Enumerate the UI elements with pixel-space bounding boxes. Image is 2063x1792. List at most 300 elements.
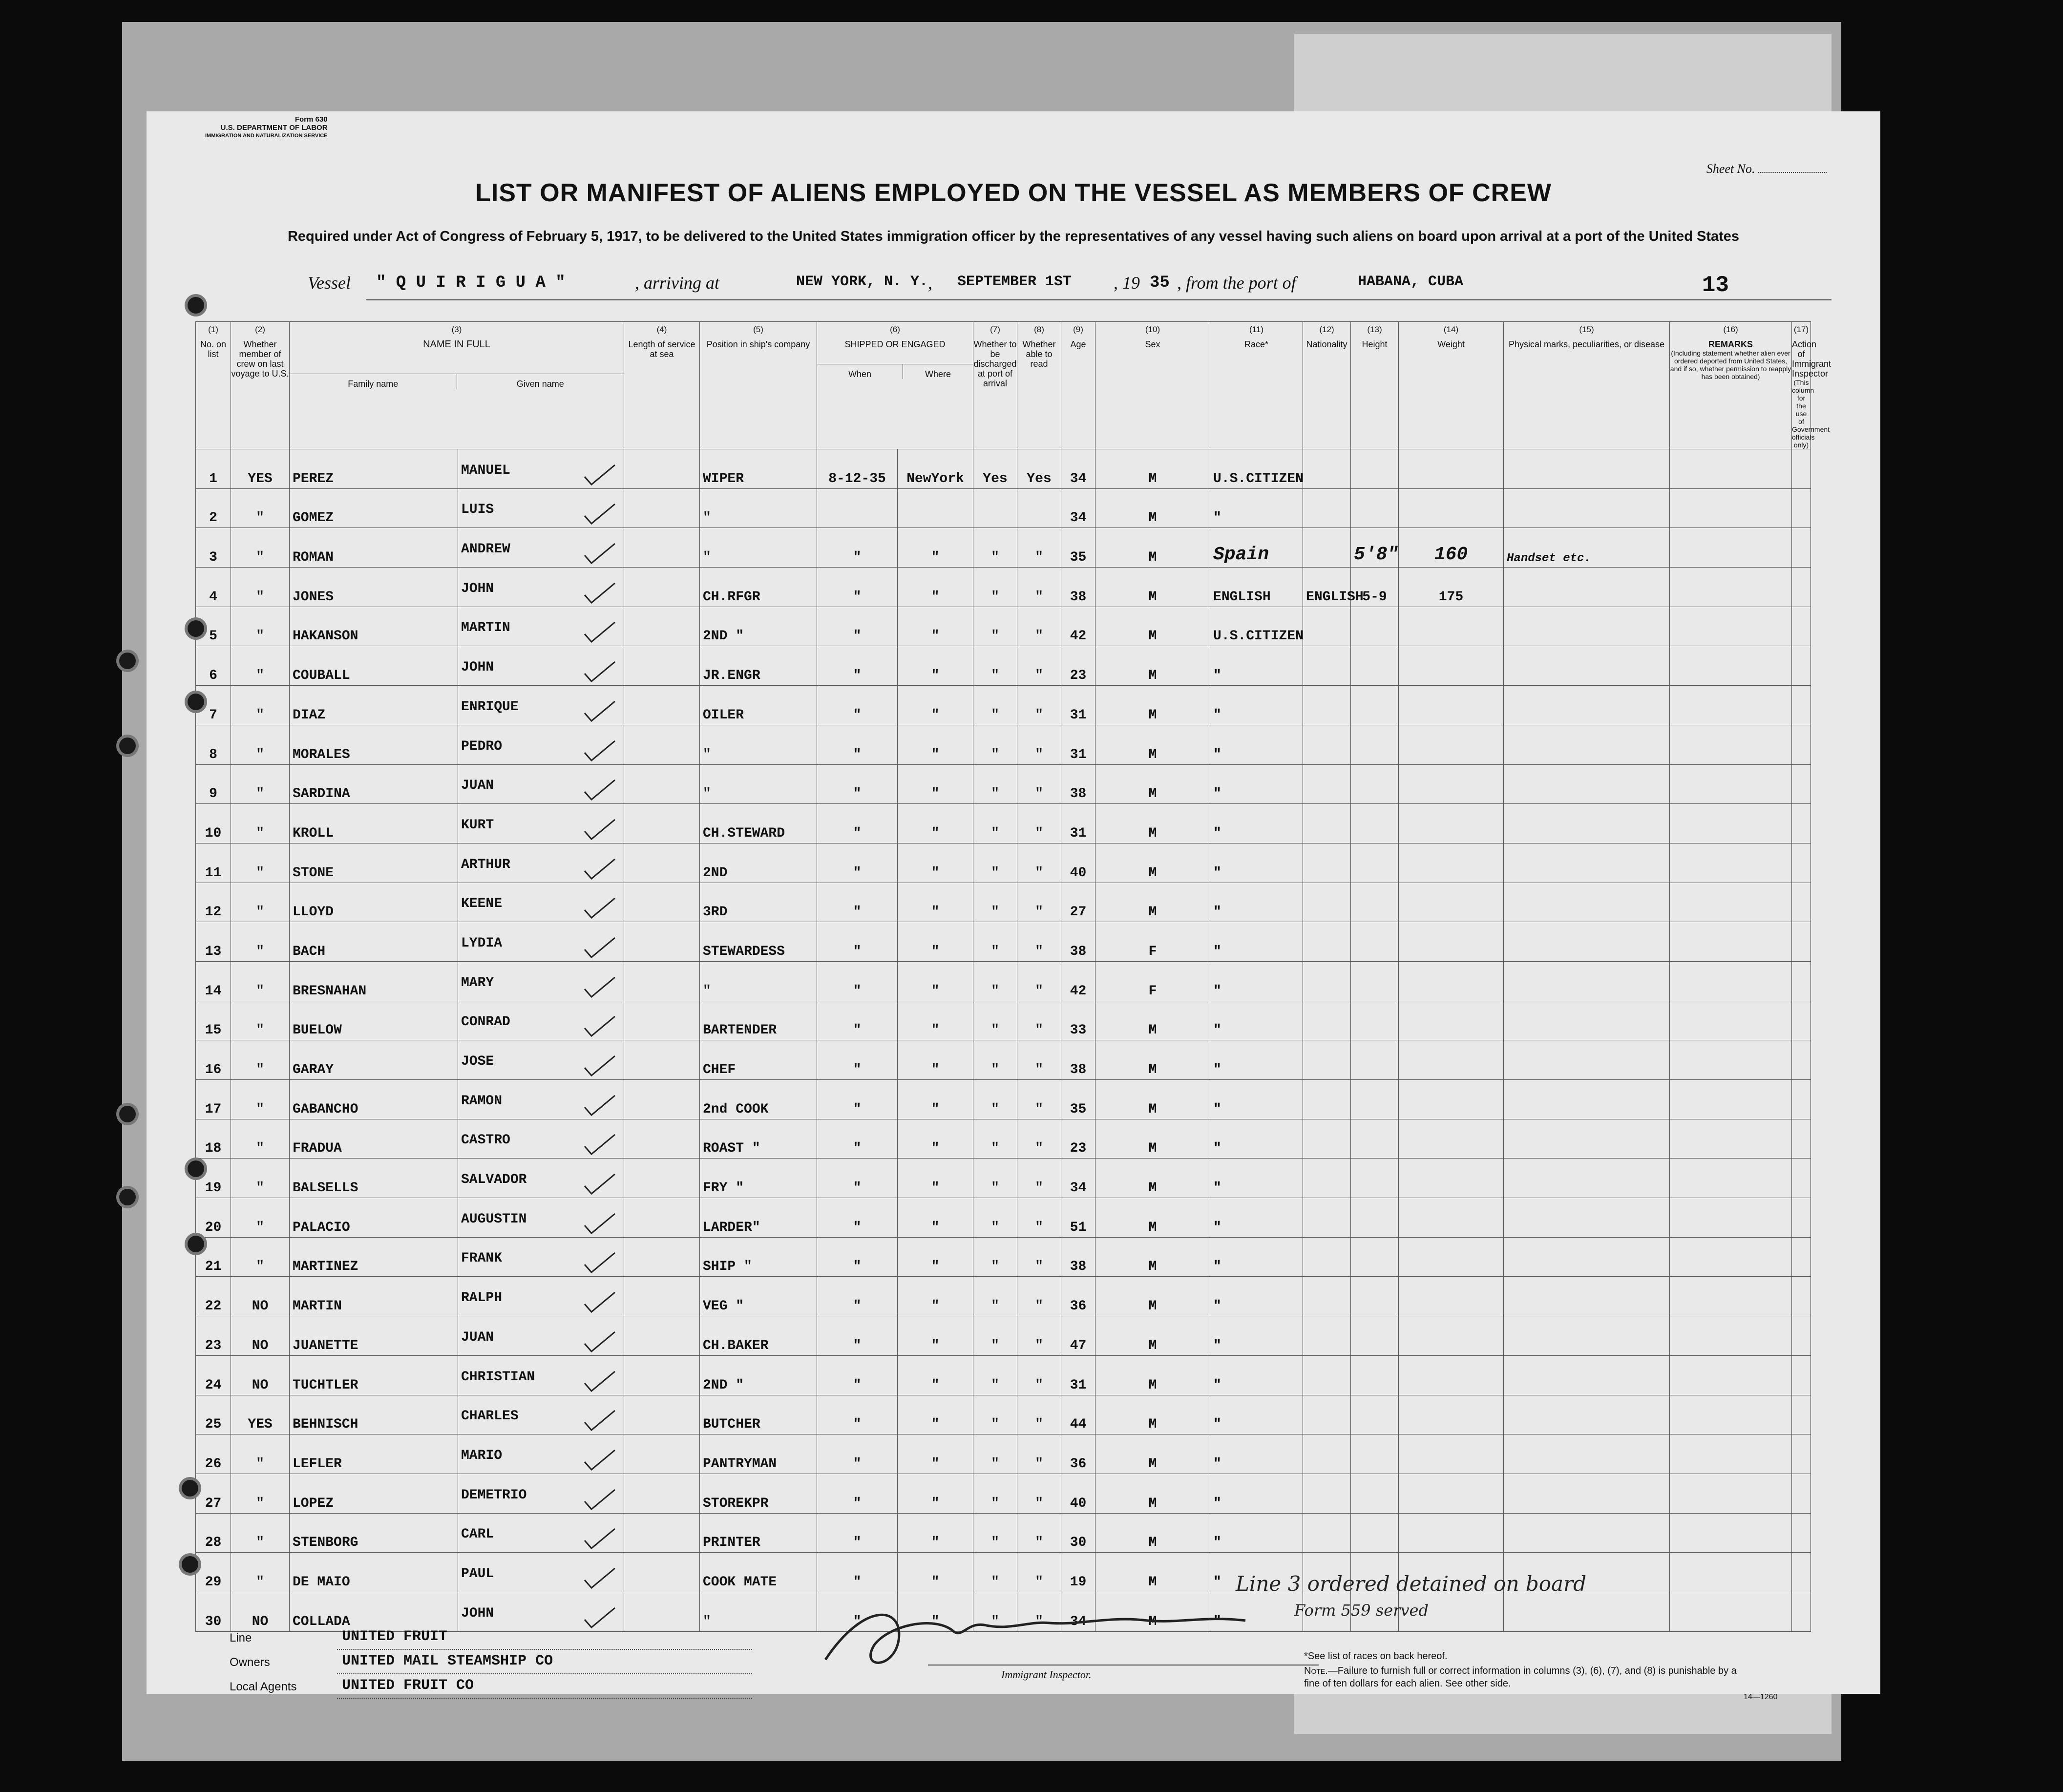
row-number: 9 bbox=[196, 764, 231, 804]
given-name-cell: CHARLES bbox=[458, 1395, 624, 1434]
check-mark-icon bbox=[583, 1448, 617, 1472]
row-number: 21 bbox=[196, 1237, 231, 1277]
height-cell bbox=[1351, 725, 1399, 764]
able-to-read-cell: " bbox=[1017, 843, 1061, 883]
check-mark-icon bbox=[583, 1094, 617, 1117]
able-to-read-cell: " bbox=[1017, 686, 1061, 725]
remarks-cell bbox=[1670, 1040, 1792, 1080]
family-name-cell: LLOYD bbox=[290, 883, 458, 922]
nationality-cell bbox=[1303, 528, 1351, 568]
shipped-when-cell: " bbox=[817, 1119, 898, 1159]
check-mark-icon bbox=[583, 1488, 617, 1511]
given-name-cell: JUAN bbox=[458, 764, 624, 804]
check-mark-icon bbox=[583, 739, 617, 762]
able-to-read-cell: Yes bbox=[1017, 449, 1061, 489]
sex-cell: M bbox=[1095, 1001, 1210, 1040]
family-name-cell: ROMAN bbox=[290, 528, 458, 568]
sex-cell: M bbox=[1095, 1592, 1210, 1631]
discharged-cell: " bbox=[973, 1592, 1017, 1631]
sex-cell: M bbox=[1095, 1355, 1210, 1395]
check-mark-icon bbox=[583, 1133, 617, 1156]
service-length-cell bbox=[624, 488, 700, 528]
prev-voyage-cell: " bbox=[231, 568, 290, 607]
shipped-where-cell: " bbox=[898, 725, 973, 764]
inspector-action-cell bbox=[1792, 922, 1811, 962]
shipped-where-cell: " bbox=[898, 1395, 973, 1434]
check-mark-icon bbox=[583, 660, 617, 683]
prev-voyage-cell: " bbox=[231, 1513, 290, 1553]
inspector-action-cell bbox=[1792, 1513, 1811, 1553]
sheet-no-label: Sheet No. bbox=[1706, 162, 1755, 176]
age-cell: 31 bbox=[1061, 804, 1095, 843]
sex-cell: M bbox=[1095, 607, 1210, 646]
family-name-cell: GABANCHO bbox=[290, 1080, 458, 1119]
age-cell: 19 bbox=[1061, 1553, 1095, 1592]
physical-marks-cell bbox=[1504, 1592, 1670, 1631]
height-cell bbox=[1351, 1316, 1399, 1356]
shipped-when-cell: " bbox=[817, 1355, 898, 1395]
prev-voyage-cell: " bbox=[231, 883, 290, 922]
row-number: 19 bbox=[196, 1159, 231, 1198]
col-prev-voyage-header: (2) Whether member of crew on last voyage to U.S. bbox=[231, 322, 290, 449]
prev-voyage-cell: " bbox=[231, 1553, 290, 1592]
vessel-label: Vessel bbox=[308, 273, 351, 293]
able-to-read-cell: " bbox=[1017, 922, 1061, 962]
height-cell bbox=[1351, 607, 1399, 646]
row-number: 4 bbox=[196, 568, 231, 607]
position-cell: BUTCHER bbox=[700, 1395, 817, 1434]
shipped-when-cell: " bbox=[817, 804, 898, 843]
prev-voyage-cell: " bbox=[231, 922, 290, 962]
family-name-cell: HAKANSON bbox=[290, 607, 458, 646]
owners-underline bbox=[337, 1673, 752, 1674]
race-cell: " bbox=[1210, 843, 1303, 883]
service-length-cell bbox=[624, 922, 700, 962]
check-mark-icon bbox=[583, 1409, 617, 1432]
position-cell: PANTRYMAN bbox=[700, 1434, 817, 1474]
family-name-cell: GARAY bbox=[290, 1040, 458, 1080]
nationality-cell bbox=[1303, 646, 1351, 686]
check-mark-icon bbox=[583, 1212, 617, 1235]
inspector-action-cell bbox=[1792, 1080, 1811, 1119]
prev-voyage-cell: " bbox=[231, 764, 290, 804]
race-cell: " bbox=[1210, 686, 1303, 725]
discharged-cell: " bbox=[973, 1080, 1017, 1119]
races-note: *See list of races on back hereof. bbox=[1304, 1651, 1448, 1662]
sex-cell: M bbox=[1095, 1395, 1210, 1434]
given-name-cell: MARTIN bbox=[458, 607, 624, 646]
discharged-cell: " bbox=[973, 1553, 1017, 1592]
weight-cell bbox=[1399, 1277, 1504, 1316]
remarks-cell bbox=[1670, 725, 1792, 764]
shipped-where-cell: " bbox=[898, 1237, 973, 1277]
discharged-cell: " bbox=[973, 922, 1017, 962]
shipped-when-cell: " bbox=[817, 1080, 898, 1119]
weight-cell bbox=[1399, 725, 1504, 764]
age-cell: 38 bbox=[1061, 764, 1095, 804]
shipped-when-cell: " bbox=[817, 961, 898, 1001]
shipped-where-cell: " bbox=[898, 1198, 973, 1238]
prev-voyage-cell: " bbox=[231, 1237, 290, 1277]
binder-hole bbox=[188, 620, 204, 637]
position-cell: " bbox=[700, 488, 817, 528]
able-to-read-cell: " bbox=[1017, 1592, 1061, 1631]
table-row bbox=[196, 607, 1811, 646]
sex-cell: M bbox=[1095, 1159, 1210, 1198]
given-name-cell: SALVADOR bbox=[458, 1159, 624, 1198]
given-name-cell: JOSE bbox=[458, 1040, 624, 1080]
agents-label: Local Agents bbox=[230, 1680, 297, 1693]
inspector-action-cell bbox=[1792, 961, 1811, 1001]
prev-voyage-cell: " bbox=[231, 488, 290, 528]
shipped-where-cell: " bbox=[898, 883, 973, 922]
family-name-cell: STENBORG bbox=[290, 1513, 458, 1553]
discharged-cell: " bbox=[973, 646, 1017, 686]
service-length-cell bbox=[624, 686, 700, 725]
age-cell: 34 bbox=[1061, 1159, 1095, 1198]
age-cell: 47 bbox=[1061, 1316, 1095, 1356]
remarks-cell bbox=[1670, 1355, 1792, 1395]
prev-voyage-cell: NO bbox=[231, 1277, 290, 1316]
discharged-cell: " bbox=[973, 883, 1017, 922]
nationality-cell bbox=[1303, 1355, 1351, 1395]
shipped-when-cell: " bbox=[817, 1395, 898, 1434]
ring-hole bbox=[119, 738, 136, 754]
shipped-when-cell: " bbox=[817, 646, 898, 686]
age-cell: 34 bbox=[1061, 1592, 1095, 1631]
check-mark-icon bbox=[583, 620, 617, 644]
family-name-cell: PEREZ bbox=[290, 449, 458, 489]
binder-hole bbox=[188, 1236, 204, 1252]
remarks-cell bbox=[1670, 1119, 1792, 1159]
line-value: UNITED FRUIT bbox=[342, 1628, 448, 1645]
age-cell: 42 bbox=[1061, 961, 1095, 1001]
weight-cell bbox=[1399, 646, 1504, 686]
family-name-cell: BRESNAHAN bbox=[290, 961, 458, 1001]
remarks-cell bbox=[1670, 1080, 1792, 1119]
col-weight-header: (14) Weight bbox=[1399, 322, 1504, 449]
check-mark-icon bbox=[583, 1566, 617, 1590]
signature-line bbox=[928, 1665, 1319, 1666]
given-name-cell: ANDREW bbox=[458, 528, 624, 568]
crew-table-body bbox=[196, 449, 1811, 1632]
position-cell: CHEF bbox=[700, 1040, 817, 1080]
physical-marks-cell bbox=[1504, 568, 1670, 607]
shipped-where-cell: " bbox=[898, 646, 973, 686]
weight-cell bbox=[1399, 488, 1504, 528]
given-name-cell: PEDRO bbox=[458, 725, 624, 764]
race-cell: Spain bbox=[1210, 528, 1303, 568]
service-length-cell bbox=[624, 804, 700, 843]
sex-cell: M bbox=[1095, 1080, 1210, 1119]
sex-cell: M bbox=[1095, 1237, 1210, 1277]
given-name-cell: MARY bbox=[458, 961, 624, 1001]
discharged-cell: " bbox=[973, 1119, 1017, 1159]
discharged-cell: " bbox=[973, 686, 1017, 725]
age-cell: 34 bbox=[1061, 449, 1095, 489]
weight-cell bbox=[1399, 1355, 1504, 1395]
race-cell: " bbox=[1210, 1237, 1303, 1277]
col-service-header: (4) Length of service at sea bbox=[624, 322, 700, 449]
table-row bbox=[196, 1395, 1811, 1434]
race-cell: " bbox=[1210, 1592, 1303, 1631]
form-code: 14—1260 bbox=[1744, 1693, 1778, 1701]
sex-cell: M bbox=[1095, 1513, 1210, 1553]
table-row bbox=[196, 764, 1811, 804]
able-to-read-cell: " bbox=[1017, 1316, 1061, 1356]
agents-value: UNITED FRUIT CO bbox=[342, 1677, 474, 1694]
check-mark-icon bbox=[583, 581, 617, 605]
discharged-cell: " bbox=[973, 528, 1017, 568]
family-name-cell: MARTIN bbox=[290, 1277, 458, 1316]
able-to-read-cell: " bbox=[1017, 804, 1061, 843]
row-number: 8 bbox=[196, 725, 231, 764]
position-cell: 2nd COOK bbox=[700, 1080, 817, 1119]
shipped-where-cell: " bbox=[898, 1355, 973, 1395]
position-cell: CH.STEWARD bbox=[700, 804, 817, 843]
table-row bbox=[196, 1355, 1811, 1395]
nationality-cell bbox=[1303, 804, 1351, 843]
position-cell: " bbox=[700, 764, 817, 804]
position-cell: " bbox=[700, 725, 817, 764]
discharged-cell: " bbox=[973, 1277, 1017, 1316]
prev-voyage-cell: NO bbox=[231, 1355, 290, 1395]
race-cell: " bbox=[1210, 1159, 1303, 1198]
col-sex-header: (10) Sex bbox=[1095, 322, 1210, 449]
shipped-where-cell: " bbox=[898, 686, 973, 725]
race-cell: " bbox=[1210, 1040, 1303, 1080]
position-cell: WIPER bbox=[700, 449, 817, 489]
race-cell: " bbox=[1210, 1474, 1303, 1513]
prev-voyage-cell: " bbox=[231, 1159, 290, 1198]
discharged-cell: " bbox=[973, 1159, 1017, 1198]
shipped-where-cell: " bbox=[898, 764, 973, 804]
physical-marks-cell bbox=[1504, 1040, 1670, 1080]
race-cell: " bbox=[1210, 1316, 1303, 1356]
shipped-where-cell: " bbox=[898, 1040, 973, 1080]
nationality-cell bbox=[1303, 725, 1351, 764]
weight-cell bbox=[1399, 686, 1504, 725]
document-subtitle: Required under Act of Congress of February 5, 1917, to be delivered to the United States immigration officer by the representatives of any vessel having such aliens on board upon arrival at a port of the United States bbox=[287, 229, 1740, 244]
shipped-when-cell: " bbox=[817, 764, 898, 804]
inspector-action-cell bbox=[1792, 1592, 1811, 1631]
height-cell bbox=[1351, 1513, 1399, 1553]
check-mark-icon bbox=[583, 1014, 617, 1038]
family-name-cell: MORALES bbox=[290, 725, 458, 764]
physical-marks-cell bbox=[1504, 883, 1670, 922]
row-number: 18 bbox=[196, 1119, 231, 1159]
service-length-cell bbox=[624, 568, 700, 607]
age-cell: 44 bbox=[1061, 1395, 1095, 1434]
when-header: When bbox=[848, 369, 871, 379]
row-number: 6 bbox=[196, 646, 231, 686]
inspector-action-cell bbox=[1792, 1355, 1811, 1395]
given-name-cell: JOHN bbox=[458, 646, 624, 686]
shipped-when-cell: " bbox=[817, 843, 898, 883]
weight-cell bbox=[1399, 1395, 1504, 1434]
race-cell: " bbox=[1210, 1277, 1303, 1316]
line-underline bbox=[337, 1649, 752, 1650]
shipped-where-cell: " bbox=[898, 1474, 973, 1513]
family-name-cell: LOPEZ bbox=[290, 1474, 458, 1513]
crew-table bbox=[195, 321, 1831, 1632]
discharged-cell: " bbox=[973, 1474, 1017, 1513]
remarks-cell bbox=[1670, 1316, 1792, 1356]
table-row bbox=[196, 1277, 1811, 1316]
age-cell: 38 bbox=[1061, 1040, 1095, 1080]
nationality-cell bbox=[1303, 764, 1351, 804]
row-number: 13 bbox=[196, 922, 231, 962]
able-to-read-cell: " bbox=[1017, 1198, 1061, 1238]
able-to-read-cell: " bbox=[1017, 1277, 1061, 1316]
manifest-sheet bbox=[147, 111, 1880, 1701]
height-cell bbox=[1351, 764, 1399, 804]
position-cell: LARDER" bbox=[700, 1198, 817, 1238]
inspector-action-cell bbox=[1792, 1474, 1811, 1513]
physical-marks-cell bbox=[1504, 1434, 1670, 1474]
shipped-where-cell: " bbox=[898, 1316, 973, 1356]
sex-cell: M bbox=[1095, 686, 1210, 725]
age-cell: 51 bbox=[1061, 1198, 1095, 1238]
remarks-cell bbox=[1670, 883, 1792, 922]
family-name-cell: COUBALL bbox=[290, 646, 458, 686]
physical-marks-cell bbox=[1504, 843, 1670, 883]
shipped-where-cell: " bbox=[898, 1159, 973, 1198]
check-mark-icon bbox=[583, 975, 617, 999]
race-cell: " bbox=[1210, 804, 1303, 843]
shipped-where-cell: " bbox=[898, 1080, 973, 1119]
service-length-cell bbox=[624, 1434, 700, 1474]
remarks-cell bbox=[1670, 1001, 1792, 1040]
table-row bbox=[196, 1119, 1811, 1159]
check-mark-icon bbox=[583, 857, 617, 881]
given-name-header: Given name bbox=[457, 374, 624, 389]
discharged-cell: " bbox=[973, 1513, 1017, 1553]
family-name-cell: PALACIO bbox=[290, 1198, 458, 1238]
remarks-cell bbox=[1670, 764, 1792, 804]
sex-cell: M bbox=[1095, 1198, 1210, 1238]
nationality-cell bbox=[1303, 1198, 1351, 1238]
col-age-header: (9) Age bbox=[1061, 322, 1095, 449]
able-to-read-cell: " bbox=[1017, 1553, 1061, 1592]
height-cell bbox=[1351, 961, 1399, 1001]
binder-hole bbox=[188, 297, 204, 314]
race-cell: " bbox=[1210, 725, 1303, 764]
able-to-read-cell: " bbox=[1017, 1355, 1061, 1395]
prev-voyage-cell: " bbox=[231, 804, 290, 843]
family-name-cell: BEHNISCH bbox=[290, 1395, 458, 1434]
table-header-row bbox=[196, 322, 1811, 449]
sex-cell: M bbox=[1095, 646, 1210, 686]
sheet-no-field bbox=[1706, 162, 1827, 176]
position-cell: STOREKPR bbox=[700, 1474, 817, 1513]
race-cell: " bbox=[1210, 1001, 1303, 1040]
sex-cell: M bbox=[1095, 568, 1210, 607]
row-number: 2 bbox=[196, 488, 231, 528]
physical-marks-cell bbox=[1504, 646, 1670, 686]
remarks-cell bbox=[1670, 843, 1792, 883]
weight-cell bbox=[1399, 843, 1504, 883]
able-to-read-cell: " bbox=[1017, 528, 1061, 568]
physical-marks-cell bbox=[1504, 804, 1670, 843]
discharged-cell: " bbox=[973, 804, 1017, 843]
inspector-action-cell bbox=[1792, 725, 1811, 764]
nationality-cell bbox=[1303, 1080, 1351, 1119]
row-number: 11 bbox=[196, 843, 231, 883]
prev-voyage-cell: " bbox=[231, 1040, 290, 1080]
able-to-read-cell: " bbox=[1017, 1001, 1061, 1040]
physical-marks-cell bbox=[1504, 1474, 1670, 1513]
service-length-cell bbox=[624, 1553, 700, 1592]
inspector-action-cell bbox=[1792, 1198, 1811, 1238]
service-length-cell bbox=[624, 1001, 700, 1040]
physical-marks-cell bbox=[1504, 607, 1670, 646]
weight-cell bbox=[1399, 1434, 1504, 1474]
remarks-cell bbox=[1670, 528, 1792, 568]
service-length-cell bbox=[624, 449, 700, 489]
shipped-when-cell: " bbox=[817, 686, 898, 725]
given-name-cell: MANUEL bbox=[458, 449, 624, 489]
row-number: 14 bbox=[196, 961, 231, 1001]
weight-cell bbox=[1399, 922, 1504, 962]
shipped-when-cell: " bbox=[817, 1513, 898, 1553]
col-no-header: (1) No. on list bbox=[196, 322, 231, 449]
check-mark-icon bbox=[583, 542, 617, 565]
given-name-cell: ARTHUR bbox=[458, 843, 624, 883]
race-cell: " bbox=[1210, 922, 1303, 962]
col-race-header: (11) Race* bbox=[1210, 322, 1303, 449]
age-cell: 40 bbox=[1061, 843, 1095, 883]
given-name-cell: PAUL bbox=[458, 1553, 624, 1592]
age-cell: 42 bbox=[1061, 607, 1095, 646]
able-to-read-cell: " bbox=[1017, 961, 1061, 1001]
position-cell: CH.BAKER bbox=[700, 1316, 817, 1356]
height-cell bbox=[1351, 1237, 1399, 1277]
shipped-where-cell: " bbox=[898, 1434, 973, 1474]
shipped-where-cell: " bbox=[898, 607, 973, 646]
shipped-where-cell: " bbox=[898, 1513, 973, 1553]
weight-cell bbox=[1399, 804, 1504, 843]
inspector-action-cell bbox=[1792, 528, 1811, 568]
able-to-read-cell: " bbox=[1017, 1474, 1061, 1513]
sex-cell: M bbox=[1095, 449, 1210, 489]
inspector-action-cell bbox=[1792, 646, 1811, 686]
family-name-cell: TUCHTLER bbox=[290, 1355, 458, 1395]
race-cell: " bbox=[1210, 488, 1303, 528]
remarks-cell bbox=[1670, 1513, 1792, 1553]
row-number: 20 bbox=[196, 1198, 231, 1238]
row-number: 12 bbox=[196, 883, 231, 922]
row-number: 28 bbox=[196, 1513, 231, 1553]
height-cell bbox=[1351, 686, 1399, 725]
given-name-cell: MARIO bbox=[458, 1434, 624, 1474]
service-length-cell bbox=[624, 1119, 700, 1159]
comma-separator: , bbox=[928, 273, 932, 293]
position-cell: " bbox=[700, 528, 817, 568]
service-length-cell bbox=[624, 1395, 700, 1434]
race-cell: " bbox=[1210, 1513, 1303, 1553]
family-name-cell: FRADUA bbox=[290, 1119, 458, 1159]
able-to-read-cell: " bbox=[1017, 568, 1061, 607]
race-cell: U.S.CITIZEN bbox=[1210, 449, 1303, 489]
physical-marks-cell bbox=[1504, 1355, 1670, 1395]
race-cell: " bbox=[1210, 1119, 1303, 1159]
service-length-cell bbox=[624, 1080, 700, 1119]
discharged-cell: " bbox=[973, 607, 1017, 646]
height-cell bbox=[1351, 883, 1399, 922]
table-row bbox=[196, 488, 1811, 528]
given-name-cell: DEMETRIO bbox=[458, 1474, 624, 1513]
